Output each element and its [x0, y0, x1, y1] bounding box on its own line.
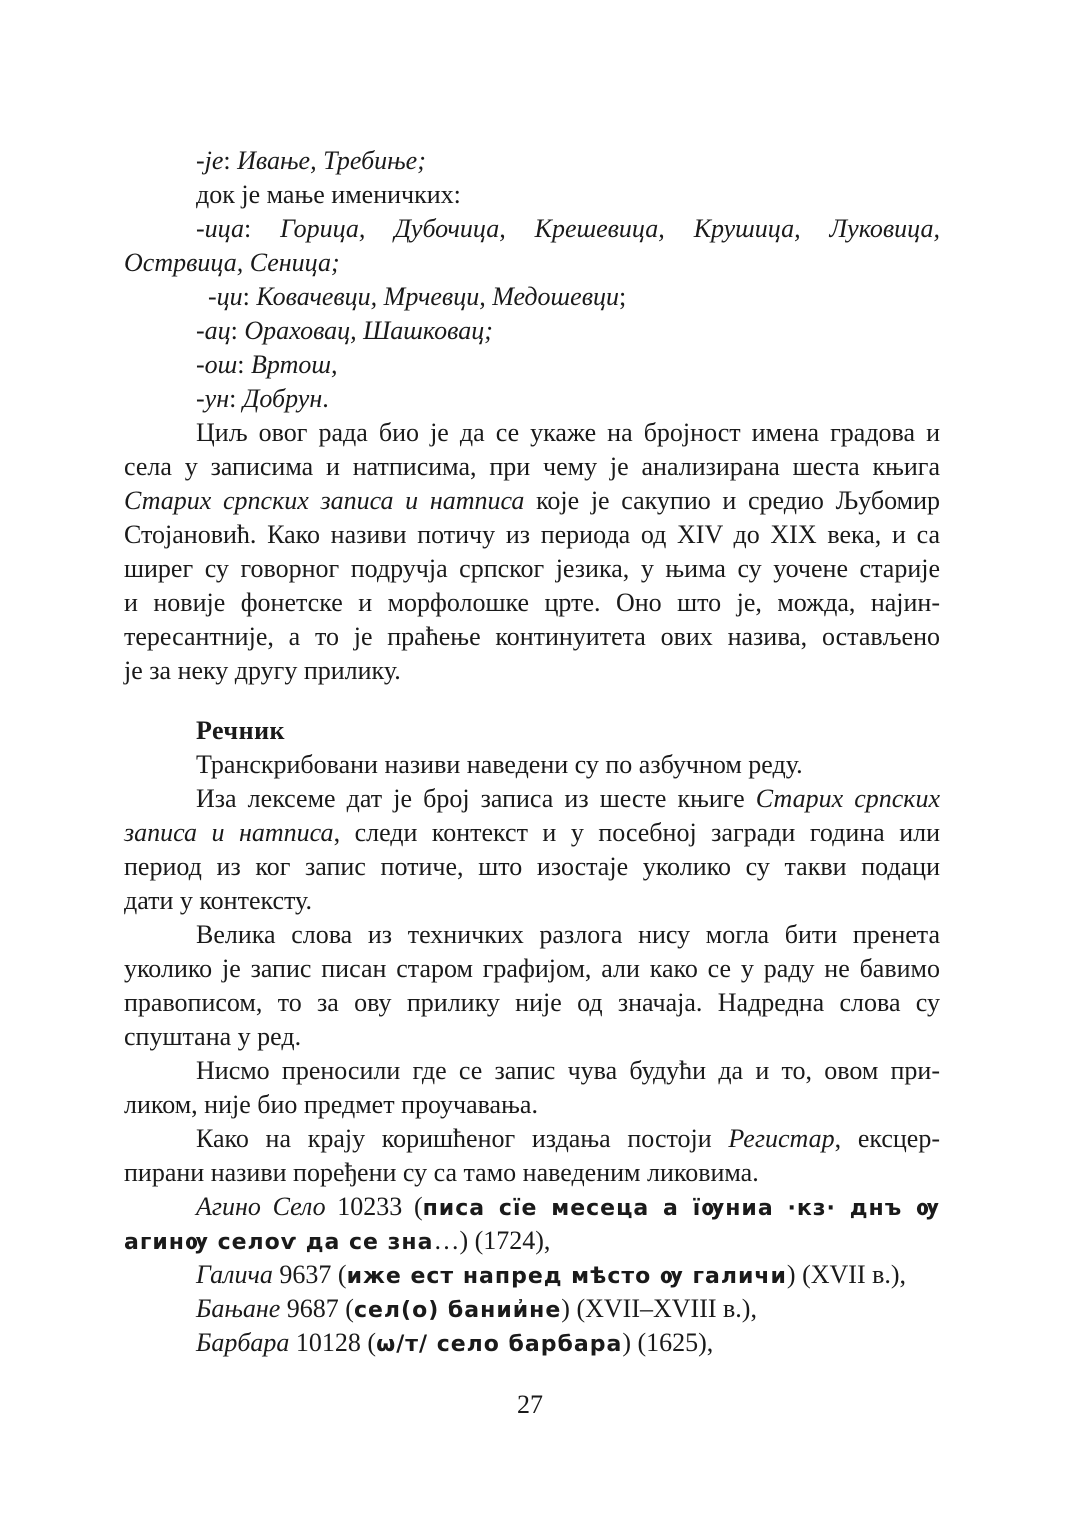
suffix: -је	[196, 146, 224, 175]
suffix-line-ica: -ица: Горица, Дубочица, Крешевица, Крушица, Луковица,	[196, 214, 940, 243]
suffix-line-ci: -ци: Ковачевци, Мрчевци, Медошевци;	[208, 282, 627, 311]
entry-cont: агинѹ селоѵ да се зна…) (1724),	[124, 1226, 551, 1255]
place-names: Ивање, Требиње;	[237, 146, 426, 175]
suffix-line-un: -ун: Добрун.	[196, 384, 329, 413]
suffix-line-ac: -ац: Ораховац, Шашковац;	[196, 316, 493, 345]
intro-fewer: док је мање именичких:	[196, 180, 461, 209]
entry: Барбара 10128 (ѡ/т/ село барбара) (1625),	[196, 1328, 714, 1357]
entry: Агино Село 10233 (писа сїе месеца а їѹниа ·кз· днъ ѹ	[196, 1192, 940, 1221]
suffix-line-ica-cont: Острвица, Сеница;	[124, 248, 340, 277]
entry: Бањане 9687 (сел(о) бании҆не) (XVII–XVIII в.),	[196, 1294, 757, 1323]
section-heading: Речник	[196, 716, 286, 745]
page-number: 27	[517, 1390, 543, 1419]
paragraph-transcribed: Транскрибовани називи наведени су по азбучном реду.	[196, 750, 803, 779]
suffix-line-os: -ош: Вртош,	[196, 350, 338, 379]
suffix-line-je: -је: Ивање, Требиње;	[196, 146, 426, 175]
entry: Галича 9637 (иже ест напред мѣсто ѹ галичи) (XVII в.),	[196, 1260, 907, 1289]
document-page: -је: Ивање, Требиње; док је мање именичких: -ица: Горица, Дубочица, Крешевица, Крушица, Луковица, Острвица, Сеница; -ци: Ковачевци, Мрчевци, Медошевци; -ац: Ораховац, Шашковац; -ош: Вртош, -ун: Добрун. Циљ овог рада био је да се укаже на бројност имена градова и села у записима и натписима, при чему је анализирана шеста књига Старих српских записа и натписа које је сакупио и средио Љубомир Стојановић. Како називи потичу из периода од XIV до XIX века, и са ширег су говорног подручја српског језика, у њима су уочене старије и новије фонетске и морфолошке црте. Оно што је, можда, најин- тересантније, а то је праћење континуитета ових назива, остављено је за неку другу прилику. Речник Транскрибовани називи наведени су по азбучном реду. Иза лексеме дат је број записа из шесте књиге Старих српских записа и натписа, следи контекст и у посебној загради година или период из ког запис потиче, што изостаје уколико су такви подаци дати у контексту. Велика слова из техничких разлога нису могла бити пренета уколико је запис писан старом графијом, али како се у раду не бавимо правописом, то за ову прилику није од значаја. Надредна слова су спуштана у ред. Нисмо преносили где се запис чува будући да и то, овом при- ликом, није био предмет проучавања. Како на крају коришћеног издања постоји Регистар, ексцер- пирани називи поређени су са тамо наведеним ликовима. Агино Село 10233 (писа сїе месеца а їѹниа ·кз· днъ ѹ агинѹ селоѵ да се зна…) (1724), Галича 9637 (иже ест напред мѣсто ѹ галичи) (XVII в.), Бањане 9687 (сел(о) бании҆не) (XVII–XVIII в.), Барбара 10128 (ѡ/т/ село барбара) (1625), 27	[0, 0, 1080, 1530]
